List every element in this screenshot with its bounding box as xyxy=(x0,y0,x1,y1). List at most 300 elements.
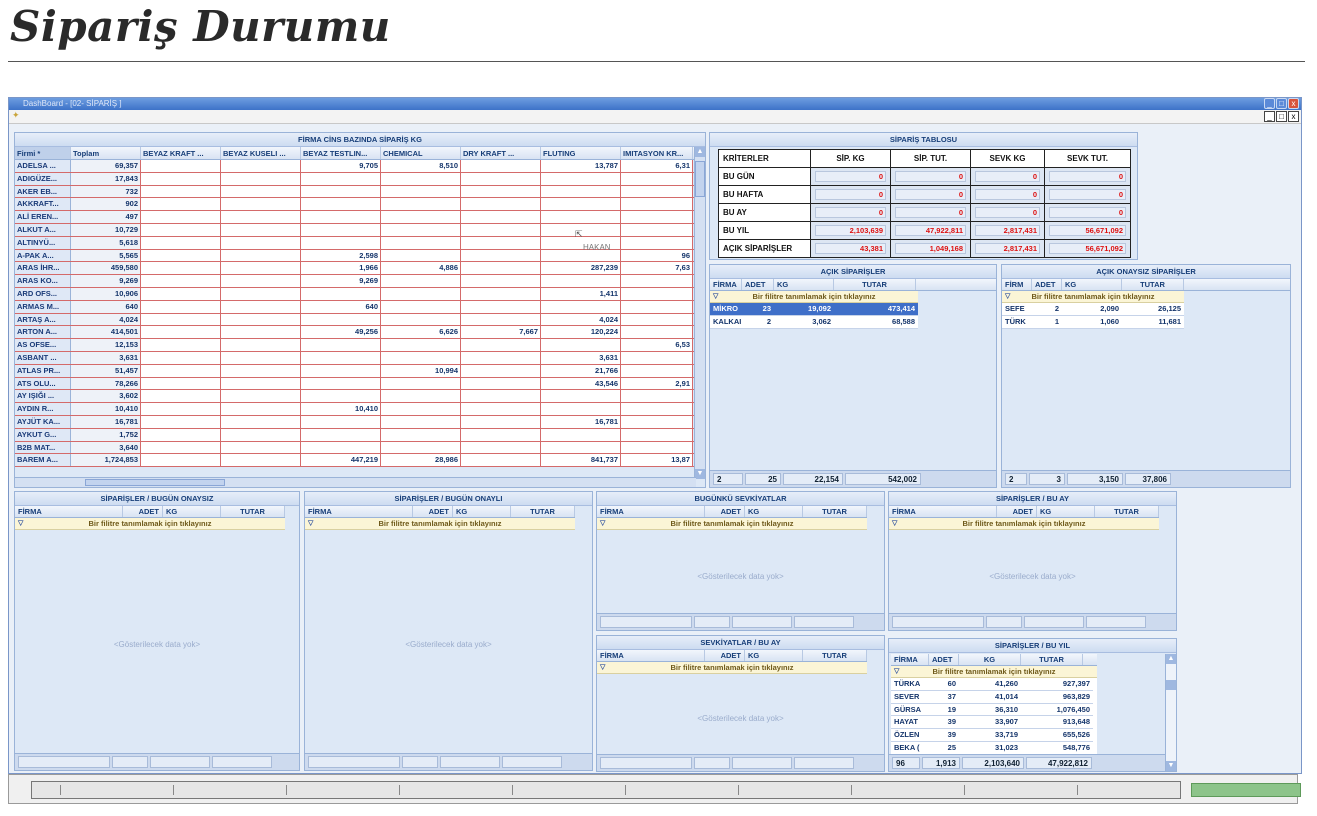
col-tutar[interactable]: TUTAR xyxy=(1122,279,1184,290)
filter-icon: ▽ xyxy=(1005,293,1011,300)
pivot-col-header[interactable]: BEYAZ TESTLIN... xyxy=(301,147,381,159)
pivot-row-firma: AKKRAFT... xyxy=(15,198,71,210)
criteria-row xyxy=(719,204,1131,222)
pivot-cell xyxy=(141,160,221,172)
col-firma[interactable]: FİRMA xyxy=(891,654,929,665)
col-adet[interactable]: ADET xyxy=(705,650,745,661)
pivot-cell: 2,91 xyxy=(621,378,693,390)
col-tutar[interactable]: TUTAR xyxy=(1021,654,1083,665)
pivot-row-firma: ALİ EREN... xyxy=(15,211,71,223)
panel-header xyxy=(889,506,1159,518)
pivot-row-firma: AKER EB... xyxy=(15,186,71,198)
pivot-col-header[interactable]: IMITASYON KR... xyxy=(621,147,693,159)
pivot-cell xyxy=(621,442,693,454)
criteria-row xyxy=(719,168,1131,186)
scroll-down-icon[interactable]: ▼ xyxy=(1167,762,1175,769)
pivot-row-firma: ARMAS M... xyxy=(15,301,71,313)
pivot-cell xyxy=(141,224,221,236)
pivot-cell xyxy=(461,237,541,249)
pivot-cell xyxy=(461,378,541,390)
filter-icon: ▽ xyxy=(713,293,719,300)
onaysiz-filter-row[interactable] xyxy=(1002,291,1184,303)
pivot-row[interactable] xyxy=(15,403,705,416)
col-kg[interactable]: KG xyxy=(774,279,834,290)
pivot-cell xyxy=(381,237,461,249)
pivot-cell: 841,737 xyxy=(541,454,621,466)
pivot-row[interactable] xyxy=(15,429,705,442)
data-row[interactable] xyxy=(891,678,1093,691)
taskbar-tick xyxy=(173,785,174,795)
pivot-cell xyxy=(381,198,461,210)
footer-tutar: 37,806 xyxy=(1125,473,1171,485)
pivot-cell: 96 xyxy=(621,250,693,262)
pivot-row[interactable] xyxy=(15,378,705,391)
no-data-message: <Gösterilecek data yok> xyxy=(989,572,1076,581)
pivot-cell xyxy=(381,288,461,300)
pivot-cell xyxy=(621,429,693,441)
panel-header xyxy=(15,506,285,518)
pivot-cell xyxy=(461,390,541,402)
pivot-col-header[interactable]: CHEMICAL xyxy=(381,147,461,159)
pivot-cell xyxy=(461,160,541,172)
pivot-cell xyxy=(301,365,381,377)
pivot-row[interactable] xyxy=(15,390,705,403)
data-row[interactable] xyxy=(891,691,1093,704)
pivot-cell: 287,239 xyxy=(541,262,621,274)
panel-filter-row[interactable] xyxy=(597,518,867,530)
col-tutar[interactable]: TUTAR xyxy=(834,279,916,290)
pivot-cell xyxy=(381,275,461,287)
criteria-label: BU AY xyxy=(719,204,811,222)
mdi-minimize-button[interactable]: _ xyxy=(1264,111,1275,122)
pivot-vscrollbar[interactable] xyxy=(694,147,705,479)
panel-header xyxy=(305,506,575,518)
pivot-cell xyxy=(141,326,221,338)
pivot-cell: 12,153 xyxy=(71,339,141,351)
panel-filter-row[interactable] xyxy=(889,518,1159,530)
pivot-cell xyxy=(141,378,221,390)
scroll-thumb[interactable] xyxy=(695,161,705,197)
data-cell: 548,776 xyxy=(1062,742,1090,752)
criteria-value: 56,671,092 xyxy=(1049,225,1126,236)
filter-text: Bir filitre tanımlamak için tıklayınız xyxy=(378,519,502,528)
panel-title: SİPARİŞLER / BUGÜN ONAYLI xyxy=(305,492,592,506)
pivot-cell xyxy=(221,211,301,223)
crit-header: SEVK TUT. xyxy=(1045,150,1131,168)
data-cell: 3,062 xyxy=(812,316,831,326)
data-row[interactable] xyxy=(891,742,1093,755)
col-adet[interactable]: ADET xyxy=(997,506,1037,517)
pivot-cell xyxy=(221,250,301,262)
pivot-cell xyxy=(461,339,541,351)
pivot-row-firma: ARD OFS... xyxy=(15,288,71,300)
pivot-cell: 16,781 xyxy=(71,416,141,428)
pivot-row[interactable] xyxy=(15,339,705,352)
pivot-cell: 1,724,853 xyxy=(71,454,141,466)
panel-filter-row[interactable] xyxy=(305,518,575,530)
pivot-row-firma: ARAS İHR... xyxy=(15,262,71,274)
minimize-button[interactable]: _ xyxy=(1264,98,1275,109)
pivot-cell xyxy=(141,390,221,402)
pivot-cell xyxy=(621,301,693,313)
pivot-cell xyxy=(381,442,461,454)
col-adet[interactable]: ADET xyxy=(123,506,163,517)
mdi-close-button[interactable]: x xyxy=(1288,111,1299,122)
pivot-cell xyxy=(221,186,301,198)
data-cell: 927,397 xyxy=(1062,679,1090,688)
col-adet[interactable]: ADET xyxy=(929,654,959,665)
yil-filter-row[interactable] xyxy=(891,666,1097,678)
pivot-cell xyxy=(461,365,541,377)
pivot-cell: 2,598 xyxy=(301,250,381,262)
pivot-cell xyxy=(621,211,693,223)
acik-filter-row[interactable] xyxy=(710,291,918,303)
col-adet[interactable]: ADET xyxy=(742,279,774,290)
col-tutar[interactable]: TUTAR xyxy=(803,506,867,517)
criteria-value: 2,817,431 xyxy=(975,243,1040,254)
pivot-cell xyxy=(381,378,461,390)
pivot-cell xyxy=(221,314,301,326)
pivot-cell: 414,501 xyxy=(71,326,141,338)
col-tutar[interactable]: TUTAR xyxy=(511,506,575,517)
pivot-cell: 3,640 xyxy=(71,442,141,454)
criteria-value: 2,103,639 xyxy=(815,225,886,236)
data-cell: GÜRSA xyxy=(894,704,922,714)
data-cell: 23 xyxy=(742,303,774,315)
filter-text: Bir filitre tanımlamak için tıklayınız xyxy=(752,292,876,301)
pivot-cell xyxy=(461,262,541,274)
yil-header xyxy=(891,654,1097,666)
pivot-cell xyxy=(621,403,693,415)
pivot-cell: 4,024 xyxy=(541,314,621,326)
pivot-cell: 640 xyxy=(301,301,381,313)
panel-filter-row[interactable] xyxy=(15,518,285,530)
taskbar-tick xyxy=(738,785,739,795)
data-row[interactable] xyxy=(710,316,918,329)
close-button[interactable]: x xyxy=(1288,98,1299,109)
data-row[interactable] xyxy=(1002,303,1184,316)
pivot-cell xyxy=(141,250,221,262)
filter-text: Bir filitre tanımlamak için tıklayınız xyxy=(88,519,212,528)
pivot-cell xyxy=(301,198,381,210)
taskbar-tick xyxy=(286,785,287,795)
pivot-row[interactable] xyxy=(15,186,705,199)
pivot-col-header[interactable]: BEYAZ KUSELI ... xyxy=(221,147,301,159)
col-kg[interactable]: KG xyxy=(745,650,803,661)
panel-footer xyxy=(889,613,1176,630)
panel-title: SEVKİYATLAR / BU AY xyxy=(597,636,884,650)
data-cell: HAYAT xyxy=(894,717,918,727)
data-cell: 913,648 xyxy=(1062,717,1090,727)
col-firma[interactable]: FİRMA xyxy=(305,506,413,517)
filter-text: Bir filitre tanımlamak için tıklayınız xyxy=(1031,292,1155,301)
pivot-col-header[interactable]: BEYAZ KRAFT ... xyxy=(141,147,221,159)
pivot-row-firma: ATLAS PR... xyxy=(15,365,71,377)
pivot-cell: 1,966 xyxy=(301,262,381,274)
pivot-cell xyxy=(141,442,221,454)
criteria-value: 0 xyxy=(975,189,1040,200)
pivot-row-firma: ATS OLU... xyxy=(15,378,71,390)
maximize-button[interactable]: □ xyxy=(1276,98,1287,109)
pivot-cell: 10,410 xyxy=(71,403,141,415)
pivot-row[interactable] xyxy=(15,173,705,186)
criteria-row xyxy=(719,222,1131,240)
criteria-value: 0 xyxy=(895,171,966,182)
col-firma[interactable]: FİRMA xyxy=(710,279,742,290)
pivot-cell xyxy=(301,429,381,441)
yil-rows xyxy=(891,678,1097,755)
bugun-onayli-panel xyxy=(304,491,593,771)
col-firma[interactable]: FİRMA xyxy=(597,506,705,517)
pivot-cell xyxy=(221,442,301,454)
col-kg[interactable]: KG xyxy=(1062,279,1122,290)
pivot-cell: 902 xyxy=(71,198,141,210)
filter-icon: ▽ xyxy=(600,664,606,671)
acik-onaysiz-title: AÇIK ONAYSIZ SİPARİŞLER xyxy=(1002,265,1290,279)
pivot-cell xyxy=(621,237,693,249)
col-kg[interactable]: KG xyxy=(453,506,511,517)
data-cell: 39 xyxy=(947,730,956,740)
pivot-cell xyxy=(141,339,221,351)
pivot-cell: 10,994 xyxy=(381,365,461,377)
scroll-up-icon[interactable]: ▲ xyxy=(1167,655,1175,662)
pivot-cell: 6,53 xyxy=(621,339,693,351)
panel-filter-row[interactable] xyxy=(597,662,867,674)
bugunku-sevkiyatlar-panel xyxy=(596,491,885,631)
criteria-label: AÇIK SİPARİŞLER xyxy=(719,240,811,258)
acik-onaysiz-panel xyxy=(1001,264,1291,488)
pivot-row[interactable] xyxy=(15,262,705,275)
pivot-row-firma: AYDIN R... xyxy=(15,403,71,415)
data-cell: 60 xyxy=(947,679,956,688)
title-divider xyxy=(8,61,1305,62)
pivot-cell: 497 xyxy=(71,211,141,223)
data-cell: SEFE xyxy=(1005,304,1025,313)
pivot-cell xyxy=(541,173,621,185)
pivot-cell: 640 xyxy=(71,301,141,313)
pivot-cell xyxy=(461,454,541,466)
pivot-cell xyxy=(301,390,381,402)
pivot-cell xyxy=(221,429,301,441)
pivot-cell: 28,986 xyxy=(381,454,461,466)
footer-count: 2 xyxy=(713,473,743,485)
mdi-restore-button[interactable]: □ xyxy=(1276,111,1287,122)
scroll-down-icon[interactable]: ▼ xyxy=(696,470,704,477)
row-header-firma[interactable]: Firmi * xyxy=(15,147,71,159)
hscroll-thumb[interactable] xyxy=(85,479,225,486)
taskbar-tick xyxy=(964,785,965,795)
pivot-cell xyxy=(461,288,541,300)
pivot-hscrollbar[interactable] xyxy=(15,477,696,487)
criteria-table xyxy=(718,149,1131,258)
panel-header xyxy=(597,506,867,518)
pivot-row[interactable] xyxy=(15,211,705,224)
pivot-row-firma: ARTAŞ A... xyxy=(15,314,71,326)
data-cell: 19,092 xyxy=(774,303,834,315)
pivot-col-header[interactable]: Toplam xyxy=(71,147,141,159)
taskbar-tick xyxy=(512,785,513,795)
pivot-cell xyxy=(221,288,301,300)
col-kg[interactable]: KG xyxy=(163,506,221,517)
col-adet[interactable]: ADET xyxy=(413,506,453,517)
col-firma[interactable]: FİRMA xyxy=(15,506,123,517)
pivot-cell xyxy=(141,237,221,249)
col-tutar[interactable]: TUTAR xyxy=(221,506,285,517)
criteria-value: 47,922,811 xyxy=(895,225,966,236)
data-cell: 33,719 xyxy=(995,730,1018,740)
pivot-cell: 10,410 xyxy=(301,403,381,415)
pivot-row[interactable] xyxy=(15,326,705,339)
pivot-cell xyxy=(461,275,541,287)
col-firma[interactable]: FİRM xyxy=(1002,279,1032,290)
criteria-row xyxy=(719,186,1131,204)
footer-tutar: 47,922,812 xyxy=(1026,757,1092,769)
crit-header: SİP. KG xyxy=(811,150,891,168)
criteria-label: BU YIL xyxy=(719,222,811,240)
col-kg[interactable]: KG xyxy=(745,506,803,517)
pivot-cell: 1,411 xyxy=(541,288,621,300)
pivot-cell: 21,766 xyxy=(541,365,621,377)
pivot-cell xyxy=(221,160,301,172)
col-adet[interactable]: ADET xyxy=(1032,279,1062,290)
col-adet[interactable]: ADET xyxy=(705,506,745,517)
pivot-cell xyxy=(301,237,381,249)
yil-footer xyxy=(889,754,1176,771)
pivot-cell xyxy=(461,314,541,326)
pivot-row[interactable] xyxy=(15,365,705,378)
data-row[interactable] xyxy=(1002,316,1184,329)
footer-adet: 3 xyxy=(1029,473,1065,485)
pivot-cell: 447,219 xyxy=(301,454,381,466)
footer-count: 2 xyxy=(1005,473,1027,485)
pivot-cell xyxy=(141,262,221,274)
pivot-cell xyxy=(461,250,541,262)
col-firma[interactable]: FİRMA xyxy=(597,650,705,661)
col-kg[interactable]: KG xyxy=(959,654,1021,665)
no-data-message: <Gösterilecek data yok> xyxy=(405,640,492,649)
pivot-col-header[interactable]: FLUTING xyxy=(541,147,621,159)
pivot-cell xyxy=(221,224,301,236)
data-cell: 31,023 xyxy=(995,742,1018,752)
pivot-cell xyxy=(141,352,221,364)
pivot-cell: 9,269 xyxy=(301,275,381,287)
filter-icon: ▽ xyxy=(308,520,314,527)
data-row[interactable] xyxy=(891,729,1093,742)
pivot-panel xyxy=(14,132,706,488)
pivot-column-header xyxy=(15,147,705,160)
pivot-cell xyxy=(461,198,541,210)
scroll-up-icon[interactable]: ▲ xyxy=(696,148,704,155)
taskbar-tick xyxy=(60,785,61,795)
pivot-row[interactable] xyxy=(15,314,705,327)
pivot-cell: 7,667 xyxy=(461,326,541,338)
window-titlebar[interactable] xyxy=(9,98,1301,110)
pivot-cell xyxy=(221,237,301,249)
criteria-value: 0 xyxy=(1049,207,1126,218)
acik-siparisler-title: AÇIK SİPARİŞLER xyxy=(710,265,996,279)
pivot-cell xyxy=(381,416,461,428)
data-cell: 2,090 xyxy=(1100,304,1119,313)
data-row[interactable] xyxy=(891,704,1093,717)
panel-title: SİPARİŞLER / BU AY xyxy=(889,492,1176,506)
data-row[interactable] xyxy=(891,716,1093,729)
pivot-col-header[interactable]: DRY KRAFT ... xyxy=(461,147,541,159)
pivot-cell xyxy=(301,416,381,428)
pivot-row[interactable] xyxy=(15,352,705,365)
pivot-cell: 17,843 xyxy=(71,173,141,185)
pivot-cell xyxy=(461,429,541,441)
criteria-value: 43,381 xyxy=(815,243,886,254)
pivot-row[interactable] xyxy=(15,288,705,301)
siparisler-bu-yil-panel xyxy=(888,638,1177,772)
pivot-row[interactable] xyxy=(15,224,705,237)
col-kg[interactable]: KG xyxy=(1037,506,1095,517)
col-firma[interactable]: FİRMA xyxy=(889,506,997,517)
taskbar-tick xyxy=(1077,785,1078,795)
sevkiyatlar-bu-ay-panel xyxy=(596,635,885,772)
pivot-cell xyxy=(221,173,301,185)
pivot-cell: 10,729 xyxy=(71,224,141,236)
pivot-row[interactable] xyxy=(15,442,705,455)
col-tutar[interactable]: TUTAR xyxy=(1095,506,1159,517)
pivot-row-firma: BAREM A... xyxy=(15,454,71,466)
siparisler-bu-yil-title: SİPARİŞLER / BU YIL xyxy=(889,639,1176,653)
pivot-cell xyxy=(301,288,381,300)
pivot-row[interactable] xyxy=(15,198,705,211)
pivot-cell xyxy=(301,224,381,236)
yil-vscrollbar[interactable] xyxy=(1165,654,1176,771)
pivot-cell xyxy=(541,403,621,415)
filter-text: Bir filitre tanımlamak için tıklayınız xyxy=(670,519,794,528)
acik-siparisler-panel xyxy=(709,264,997,488)
pivot-cell xyxy=(301,314,381,326)
data-row[interactable] xyxy=(710,303,918,316)
scroll-thumb[interactable] xyxy=(1166,680,1176,690)
col-tutar[interactable]: TUTAR xyxy=(803,650,867,661)
data-cell: 19 xyxy=(947,704,956,714)
pivot-cell xyxy=(141,275,221,287)
criteria-value: 0 xyxy=(975,171,1040,182)
data-cell: TÜRKA xyxy=(894,679,921,688)
panel-footer xyxy=(15,753,299,770)
pivot-cell xyxy=(141,454,221,466)
pivot-cell xyxy=(221,365,301,377)
data-cell: 963,829 xyxy=(1062,691,1090,701)
pivot-row[interactable] xyxy=(15,160,705,173)
pivot-cell xyxy=(461,224,541,236)
pivot-cell: 4,886 xyxy=(381,262,461,274)
pivot-cell: 1,752 xyxy=(71,429,141,441)
pivot-cell: 6,31 xyxy=(621,160,693,172)
pivot-row[interactable] xyxy=(15,416,705,429)
panel-title: BUGÜNKÜ SEVKİYATLAR xyxy=(597,492,884,506)
data-cell: ÖZLEN xyxy=(894,730,920,740)
footer-kg: 3,150 xyxy=(1067,473,1123,485)
pivot-row[interactable] xyxy=(15,275,705,288)
pivot-cell xyxy=(461,173,541,185)
data-cell: 25 xyxy=(947,742,956,752)
pivot-cell xyxy=(141,301,221,313)
pivot-cell xyxy=(541,211,621,223)
pivot-cell xyxy=(381,403,461,415)
data-cell: 1 xyxy=(1054,316,1059,326)
crit-header: SİP. TUT. xyxy=(891,150,971,168)
pivot-cell xyxy=(381,314,461,326)
pivot-row-firma: ADIGÜZE... xyxy=(15,173,71,185)
pivot-cell: 459,580 xyxy=(71,262,141,274)
pivot-row[interactable] xyxy=(15,301,705,314)
pivot-row[interactable] xyxy=(15,454,705,467)
